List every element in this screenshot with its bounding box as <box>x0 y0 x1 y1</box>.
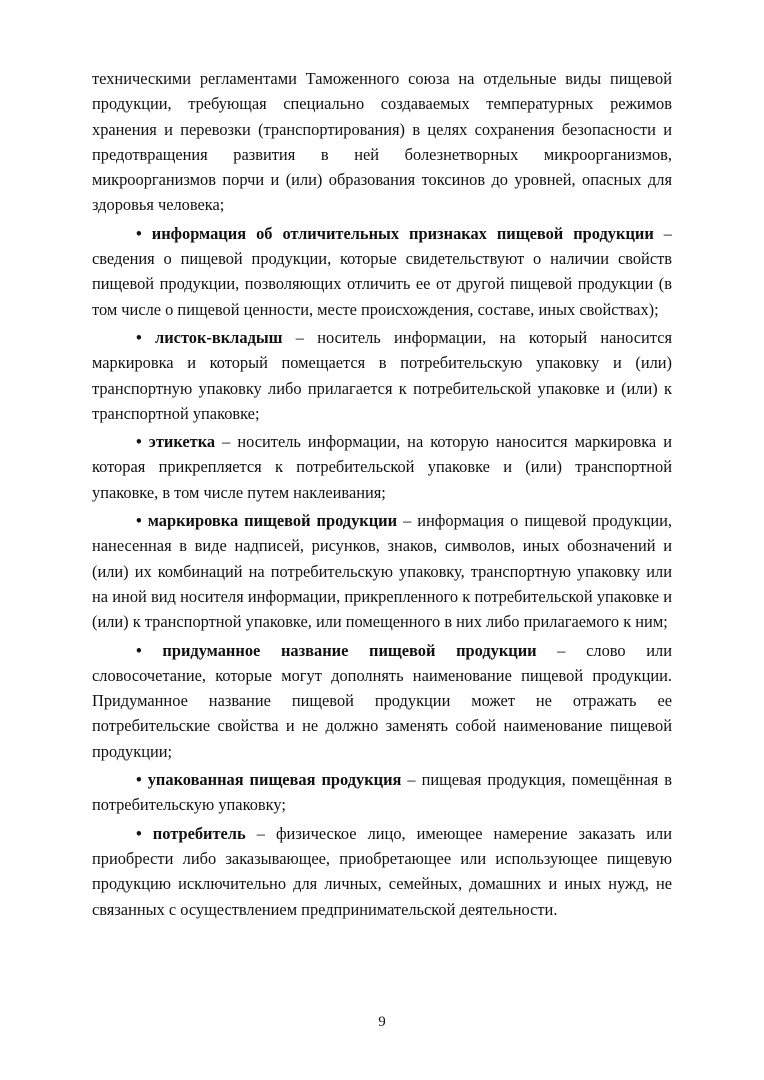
definition-term: потребитель <box>152 823 246 843</box>
definition-term: придуманное название пищевой продукции <box>162 640 537 660</box>
definition-term: этикетка <box>148 432 216 452</box>
bullet-icon: • <box>136 640 142 660</box>
definition-item-invented-name <box>92 638 672 764</box>
bullet-icon: • <box>136 327 142 347</box>
definition-text: – физическое лицо, имеющее намерение заказать или приобрести либо заказывающее, приобретающее или использующее пищевую продукцию исключительно для личных, семейных, домашних и иных нужд, не связанных с осуществлением предпринимательской деятельности. <box>92 823 672 919</box>
bullet-icon: • <box>136 223 142 243</box>
definition-text: – носитель информации, на которую наносится маркировка и которая прикрепляется к потребительской упаковке и (или) транспортной упаковке, в том числе путем наклеивания; <box>92 432 672 502</box>
definition-text: – пищевая продукция, помещённая в потребительскую упаковку; <box>92 770 672 815</box>
definition-item-consumer <box>92 821 672 922</box>
definition-term: маркировка пищевой продукции <box>147 511 398 531</box>
definition-term: информация об отличительных признаках пищевой продукции <box>151 223 654 243</box>
definition-item-label <box>92 429 672 505</box>
page-number: 9 <box>378 1014 386 1030</box>
bullet-icon: • <box>136 511 142 531</box>
definition-text: – носитель информации, на который наносится маркировка и который помещается в потребительскую упаковку и (или) транспортную упаковку либо прилагается к потребительской упаковке и (или) к транспортной упаковке; <box>92 327 673 423</box>
bullet-icon: • <box>136 432 142 452</box>
body-text <box>92 66 672 922</box>
definition-item-leaflet <box>92 325 672 426</box>
definition-item-packaged-product <box>92 767 672 818</box>
definition-term: листок-вкладыш <box>155 327 283 347</box>
definition-item-marking <box>92 508 672 634</box>
bullet-icon: • <box>136 823 142 843</box>
definition-item-distinguishing-info: • информация об отличительных признаках пищевой продукции – сведения о пищевой продукции, которые свидетельствуют о наличии свойств пищевой продукции, позволяющих отличить ее от другой пищевой продукции (в том числе о пищевой ценности, месте происхождения, составе, иных свойствах); <box>92 223 672 319</box>
intro-paragraph: техническими регламентами Таможенного союза на отдельные виды пищевой продукции, требующая специально создаваемых температурных режимов хранения и перевозки (транспортирования) в целях сохранения безопасности и предотвращения развития в ней болезнетворных микроорганизмов, микроорганизмов порчи и (или) образования токсинов до уровней, опасных для здоровья человека; <box>92 69 672 215</box>
definition-text: сведения о пищевой продукции, которые свидетельствуют о наличии свойств пищевой продукции, позволяющих отличить ее от другой пищевой продукции (в том числе о пищевой ценности, месте происхождения, составе, иных свойствах); <box>92 249 672 319</box>
definition-text: – информация о пищевой продукции, нанесенная в виде надписей, рисунков, знаков, символов, иных обозначений и (или) их комбинаций на потребительскую упаковку, транспортную упаковку или на иной вид носителя информации, прикрепленного к потребительской упаковке и (или) к транспортной упаковке, или помещенного в них либо прилагаемого к ним; <box>92 511 672 632</box>
bullet-icon: • <box>136 770 142 790</box>
definition-term: упакованная пищевая продукция <box>147 770 402 790</box>
definition-text: – слово или словосочетание, которые могут дополнять наименование пищевой продукции. Придуманное название пищевой продукции может не отражать ее потребительские свойства и не должно заменять собой наименование пищевой продукции; <box>92 640 672 761</box>
